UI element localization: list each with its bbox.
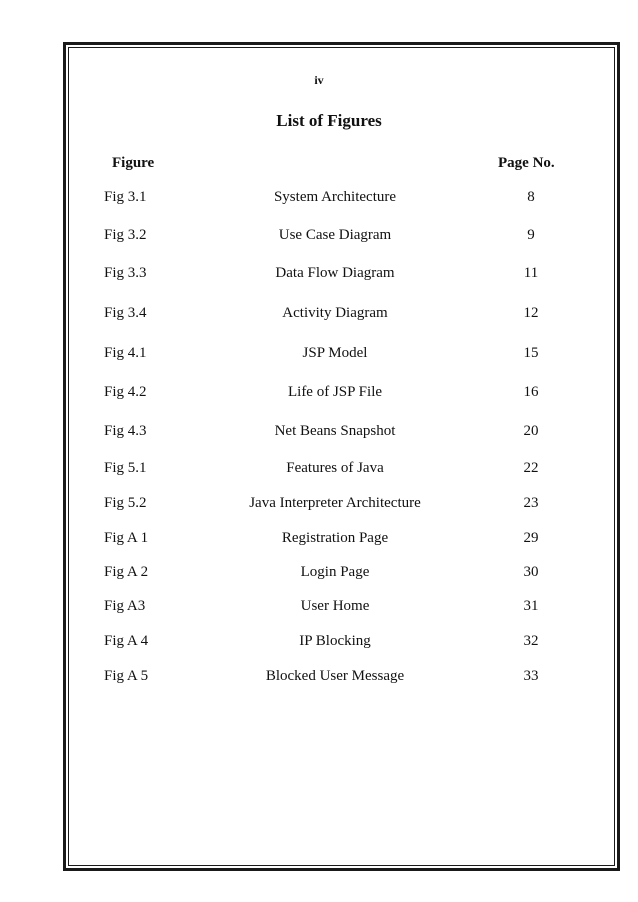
figure-row [0, 345, 638, 367]
figure-row [0, 189, 638, 211]
figure-caption: JSP Model [302, 345, 368, 361]
figure-number: Fig 4.1 [104, 345, 147, 361]
figure-caption: Net Beans Snapshot [274, 423, 396, 439]
figure-row [0, 530, 638, 552]
figure-number: Fig 4.2 [104, 384, 147, 400]
figure-caption: Activity Diagram [282, 305, 388, 321]
figure-number: Fig A3 [104, 598, 146, 614]
figure-row [0, 227, 638, 249]
figure-caption: System Architecture [273, 189, 397, 205]
figure-number: Fig 3.4 [104, 305, 147, 321]
column-header-figure: Figure [112, 155, 155, 171]
figure-page: 15 [523, 345, 539, 361]
figure-caption: Registration Page [281, 530, 389, 546]
figure-page: 12 [523, 305, 539, 321]
figure-row [0, 384, 638, 406]
page-title: List of Figures [276, 111, 382, 130]
figure-number: Fig 4.3 [104, 423, 147, 439]
figure-page: 33 [523, 668, 539, 684]
figure-number: Fig A 4 [104, 633, 149, 649]
figure-caption: Login Page [300, 564, 370, 580]
figure-page: 22 [523, 460, 539, 476]
figure-number: Fig A 2 [104, 564, 149, 580]
figure-page: 29 [523, 530, 539, 546]
figure-number: Fig 3.3 [104, 265, 147, 281]
figure-row [0, 495, 638, 517]
column-header-page: Page No. [498, 155, 555, 171]
figure-caption: Blocked User Message [265, 668, 405, 684]
figure-row [0, 305, 638, 327]
figure-page: 32 [523, 633, 539, 649]
figure-row [0, 564, 638, 586]
figure-page: 16 [523, 384, 539, 400]
figure-caption: Life of JSP File [287, 384, 383, 400]
figure-page: 23 [523, 495, 539, 511]
figure-number: Fig A 5 [104, 668, 149, 684]
figure-page: 11 [523, 265, 539, 281]
figure-page: 30 [523, 564, 539, 580]
figure-number: Fig 3.2 [104, 227, 147, 243]
figure-caption: User Home [300, 598, 370, 614]
page-number: iv [314, 73, 324, 87]
figure-caption: Java Interpreter Architecture [249, 495, 421, 511]
figure-page: 20 [523, 423, 539, 439]
figure-caption: Data Flow Diagram [275, 265, 395, 281]
figure-number: Fig 3.1 [104, 189, 147, 205]
figure-number: Fig 5.1 [104, 460, 147, 476]
figure-page: 31 [523, 598, 539, 614]
figure-page: 9 [527, 227, 535, 243]
figure-number: Fig A 1 [104, 530, 149, 546]
figure-row [0, 265, 638, 287]
figure-row [0, 460, 638, 482]
figure-caption: IP Blocking [299, 633, 371, 649]
figure-caption: Use Case Diagram [278, 227, 392, 243]
figure-row [0, 423, 638, 445]
figure-number: Fig 5.2 [104, 495, 147, 511]
figure-row [0, 598, 638, 620]
figure-caption: Features of Java [286, 460, 384, 476]
figure-page: 8 [527, 189, 535, 205]
figure-row [0, 668, 638, 690]
figure-row [0, 633, 638, 655]
